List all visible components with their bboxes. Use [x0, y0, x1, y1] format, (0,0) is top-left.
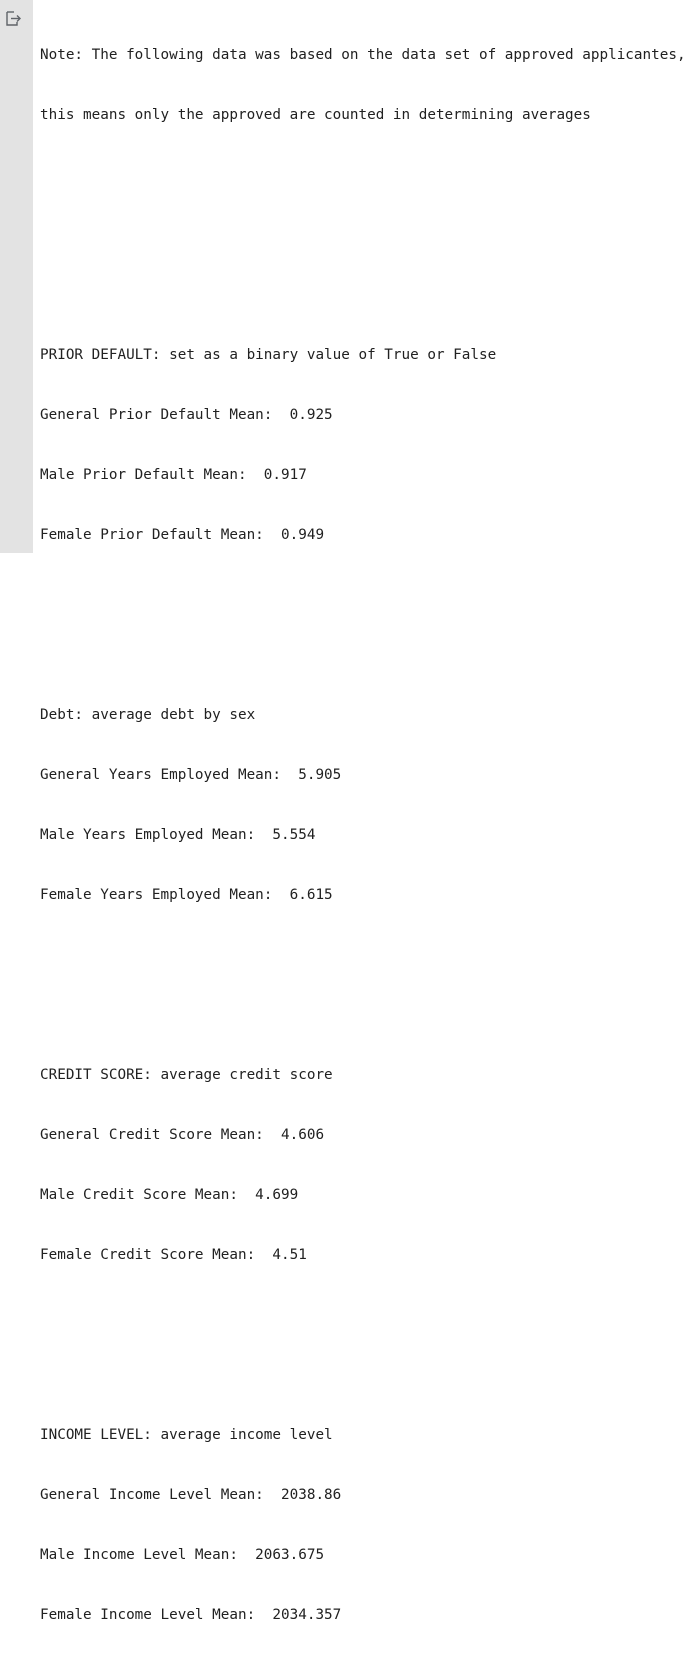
- section-heading-debt: Debt: average debt by sex: [40, 707, 256, 723]
- output-line: [40, 585, 695, 605]
- output-line: General Years Employed Mean: 5.905: [40, 767, 342, 783]
- output-line: Note: The following data was based on the data set of approved applicantes,: [40, 47, 686, 63]
- output-line: Female Prior Default Mean: 0.949: [40, 527, 325, 543]
- section-heading-credit-score: CREDIT SCORE: average credit score: [40, 1067, 333, 1083]
- output-line: [40, 1365, 695, 1385]
- output-line: Female Income Level Mean: 2034.357: [40, 1607, 342, 1623]
- cell-output-text: [40, 5, 695, 1665]
- output-line: this means only the approved are counted in determining averages: [40, 107, 591, 123]
- output-line: Male Prior Default Mean: 0.917: [40, 467, 307, 483]
- output-line: General Income Level Mean: 2038.86: [40, 1487, 342, 1503]
- output-line: General Prior Default Mean: 0.925: [40, 407, 333, 423]
- output-gutter: [0, 0, 33, 553]
- output-arrow-icon[interactable]: [4, 10, 22, 28]
- output-line: [40, 285, 695, 305]
- output-line: General Credit Score Mean: 4.606: [40, 1127, 325, 1143]
- output-line: [40, 645, 695, 665]
- output-line: [40, 165, 695, 185]
- output-line: Female Years Employed Mean: 6.615: [40, 887, 333, 903]
- output-line: Male Credit Score Mean: 4.699: [40, 1187, 299, 1203]
- output-line: Male Years Employed Mean: 5.554: [40, 827, 316, 843]
- output-line: [40, 1005, 695, 1025]
- section-heading-income-level: INCOME LEVEL: average income level: [40, 1427, 333, 1443]
- output-line: Female Credit Score Mean: 4.51: [40, 1247, 307, 1263]
- output-line: [40, 225, 695, 245]
- output-line: [40, 1305, 695, 1325]
- output-line: [40, 945, 695, 965]
- output-line: Male Income Level Mean: 2063.675: [40, 1547, 325, 1563]
- section-heading-prior-default: PRIOR DEFAULT: set as a binary value of True or False: [40, 347, 497, 363]
